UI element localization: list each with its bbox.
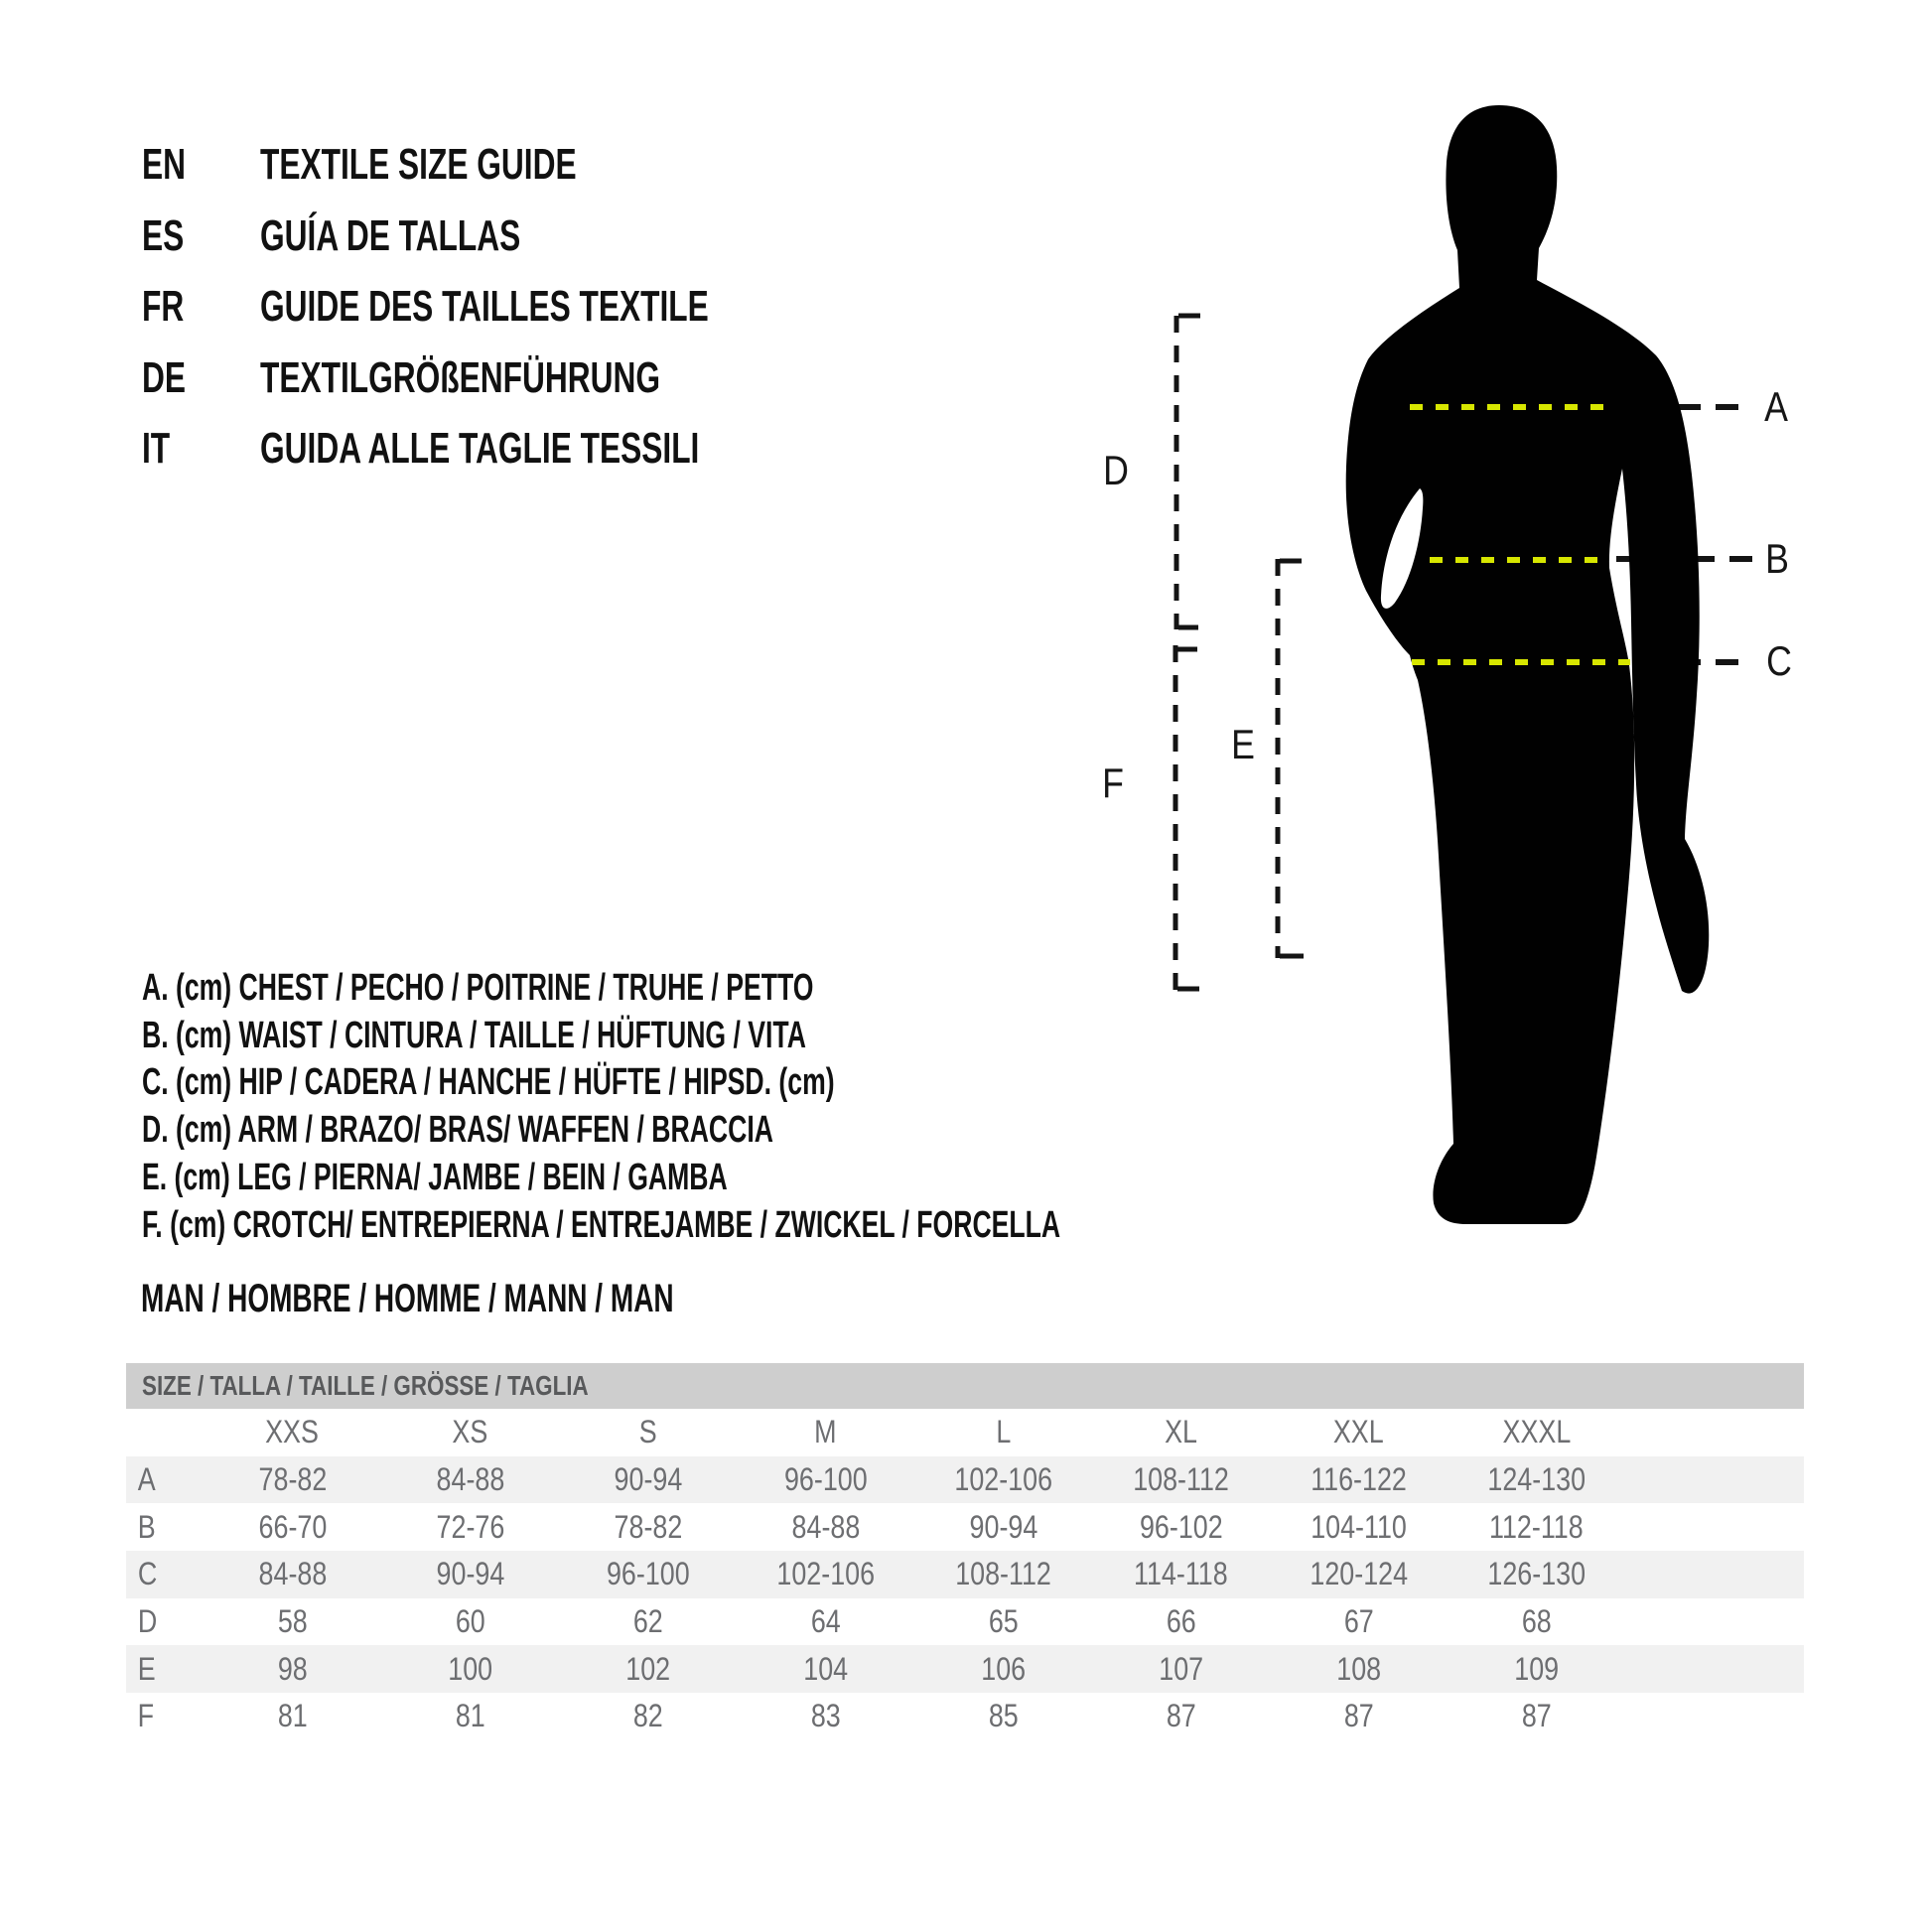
size-value-cell: 78-82 [204, 1456, 381, 1504]
size-value-cell: 83 [810, 1698, 841, 1734]
size-col-header: L [996, 1414, 1011, 1450]
size-value-cell: 98 [204, 1645, 381, 1693]
size-value-cell: 72-76 [436, 1508, 504, 1545]
row-label: C [126, 1551, 204, 1598]
measure-ticks [1177, 316, 1304, 989]
size-value-cell: 114-118 [1092, 1551, 1270, 1598]
legend-item-chest: A. (cm) CHEST / PECHO / POITRINE / TRUHE / PETTO [142, 967, 814, 1009]
size-value-cell: 100 [381, 1645, 559, 1693]
row-label: D [137, 1603, 158, 1640]
language-code: EN [142, 140, 187, 189]
size-value-cell: 108-112 [1092, 1456, 1270, 1504]
language-code: IT [142, 424, 171, 473]
size-value-cell: 66 [1166, 1603, 1196, 1640]
language-row-en [142, 129, 883, 201]
size-col-header: XXXL [1502, 1414, 1571, 1450]
category-line: MAN / HOMBRE / HOMME / MANN / MAN [141, 1277, 674, 1320]
size-value-cell: 82 [632, 1698, 663, 1734]
size-value-cell: 81 [277, 1698, 308, 1734]
size-col-header: S [638, 1414, 657, 1450]
legend-item-waist: B. (cm) WAIST / CINTURA / TAILLE / HÜFTUNG / VITA [142, 1014, 806, 1056]
size-value-cell: 90-94 [381, 1551, 559, 1598]
label-crotch-f: F [1102, 759, 1124, 806]
language-code: DE [142, 352, 187, 402]
size-value-cell: 67 [1343, 1603, 1374, 1640]
guide-title: GUÍA DE TALLAS [260, 210, 521, 260]
size-value-cell: 120-124 [1270, 1551, 1448, 1598]
size-value-cell: 84-88 [791, 1508, 860, 1545]
table-row [126, 1503, 1804, 1551]
size-value-cell: 102-106 [914, 1456, 1092, 1504]
size-value-cell: 102-106 [737, 1551, 914, 1598]
guide-title: GUIDA ALLE TAGLIE TESSILI [260, 424, 700, 473]
size-value-cell: 58 [277, 1603, 308, 1640]
label-leg-e: E [1231, 721, 1255, 767]
size-col-header: XXL [1333, 1414, 1384, 1450]
size-value-cell: 60 [455, 1603, 485, 1640]
label-chest-a: A [1764, 383, 1788, 430]
size-value-cell: 84-88 [381, 1456, 559, 1504]
size-value-cell: 102 [559, 1645, 737, 1693]
size-value-cell: 116-122 [1270, 1456, 1448, 1504]
size-value-cell: 90-94 [559, 1456, 737, 1504]
table-header-band [126, 1363, 1804, 1409]
trailing-spacer [1625, 1598, 1804, 1646]
table-row [126, 1456, 1804, 1504]
trailing-spacer [1625, 1693, 1804, 1740]
language-code: FR [142, 282, 185, 331]
trailing-spacer [1625, 1645, 1804, 1693]
size-value-cell: 96-100 [559, 1551, 737, 1598]
size-col-header: XL [1165, 1414, 1197, 1450]
size-value-cell: 108-112 [914, 1551, 1092, 1598]
language-row-fr [142, 271, 883, 343]
size-value-cell: 85 [988, 1698, 1019, 1734]
size-value-cell: 109 [1448, 1645, 1625, 1693]
label-waist-b: B [1765, 535, 1789, 582]
size-value-cell: 62 [632, 1603, 663, 1640]
size-header-spacer [126, 1409, 204, 1456]
size-value-cell: 64 [810, 1603, 841, 1640]
size-value-cell: 65 [988, 1603, 1019, 1640]
vertical-measure-lines [1175, 316, 1278, 991]
trailing-spacer [1625, 1456, 1804, 1504]
language-code: ES [142, 210, 185, 260]
language-row-es [142, 201, 883, 272]
table-header-title: SIZE / TALLA / TAILLE / GRÖSSE / TAGLIA [142, 1370, 589, 1401]
size-value-cell: 126-130 [1448, 1551, 1625, 1598]
size-value-cell: 87 [1166, 1698, 1196, 1734]
row-label: F [137, 1698, 154, 1734]
legend-item-leg: E. (cm) LEG / PIERNA/ JAMBE / BEIN / GAMBA [142, 1156, 728, 1198]
table-row [126, 1645, 1804, 1693]
size-col-header: XS [452, 1414, 488, 1450]
language-row-de [142, 343, 883, 414]
legend-item-hip: C. (cm) HIP / CADERA / HANCHE / HÜFTE / HIPSD. (cm) [142, 1061, 835, 1104]
size-value-cell: 81 [455, 1698, 485, 1734]
size-value-cell: 107 [1092, 1645, 1270, 1693]
label-arm-d: D [1103, 447, 1129, 493]
size-header-trailing [1625, 1409, 1804, 1456]
size-value-cell: 108 [1270, 1645, 1448, 1693]
table-row [126, 1693, 1804, 1740]
size-col-header: XXS [265, 1414, 320, 1450]
size-value-cell: 106 [914, 1645, 1092, 1693]
size-value-cell: 96-100 [737, 1456, 914, 1504]
size-col-header: M [814, 1414, 837, 1450]
language-row-it [142, 413, 883, 484]
size-value-cell: 104-110 [1311, 1508, 1407, 1545]
size-value-cell: 68 [1521, 1603, 1552, 1640]
size-value-cell: 104 [737, 1645, 914, 1693]
language-title-block [142, 129, 883, 484]
table-row [126, 1598, 1804, 1646]
size-value-cell: 87 [1521, 1698, 1552, 1734]
size-value-cell: 96-102 [1139, 1508, 1223, 1545]
trailing-spacer [1625, 1551, 1804, 1598]
size-value-cell: 66-70 [258, 1508, 327, 1545]
row-label: E [126, 1645, 204, 1693]
size-value-cell: 90-94 [969, 1508, 1037, 1545]
guide-title: TEXTILE SIZE GUIDE [260, 140, 577, 189]
measurement-legend [142, 965, 1454, 1249]
label-hip-c: C [1766, 637, 1792, 684]
size-value-cell: 78-82 [614, 1508, 682, 1545]
size-value-cell: 87 [1343, 1698, 1374, 1734]
table-row [126, 1551, 1804, 1598]
legend-item-crotch: F. (cm) CROTCH/ ENTREPIERNA / ENTREJAMBE / ZWICKEL / FORCELLA [142, 1203, 1061, 1246]
size-value-cell: 112-118 [1489, 1508, 1584, 1545]
size-table [126, 1409, 1804, 1740]
legend-item-arm: D. (cm) ARM / BRAZO/ BRAS/ WAFFEN / BRACCIA [142, 1109, 773, 1152]
guide-title: GUIDE DES TAILLES TEXTILE [260, 282, 709, 331]
trailing-spacer [1625, 1503, 1804, 1551]
row-label: B [137, 1508, 156, 1545]
size-header-row [126, 1409, 1804, 1456]
size-value-cell: 84-88 [204, 1551, 381, 1598]
row-label: A [126, 1456, 204, 1504]
guide-title: TEXTILGRÖßENFÜHRUNG [260, 352, 661, 402]
size-value-cell: 124-130 [1448, 1456, 1625, 1504]
